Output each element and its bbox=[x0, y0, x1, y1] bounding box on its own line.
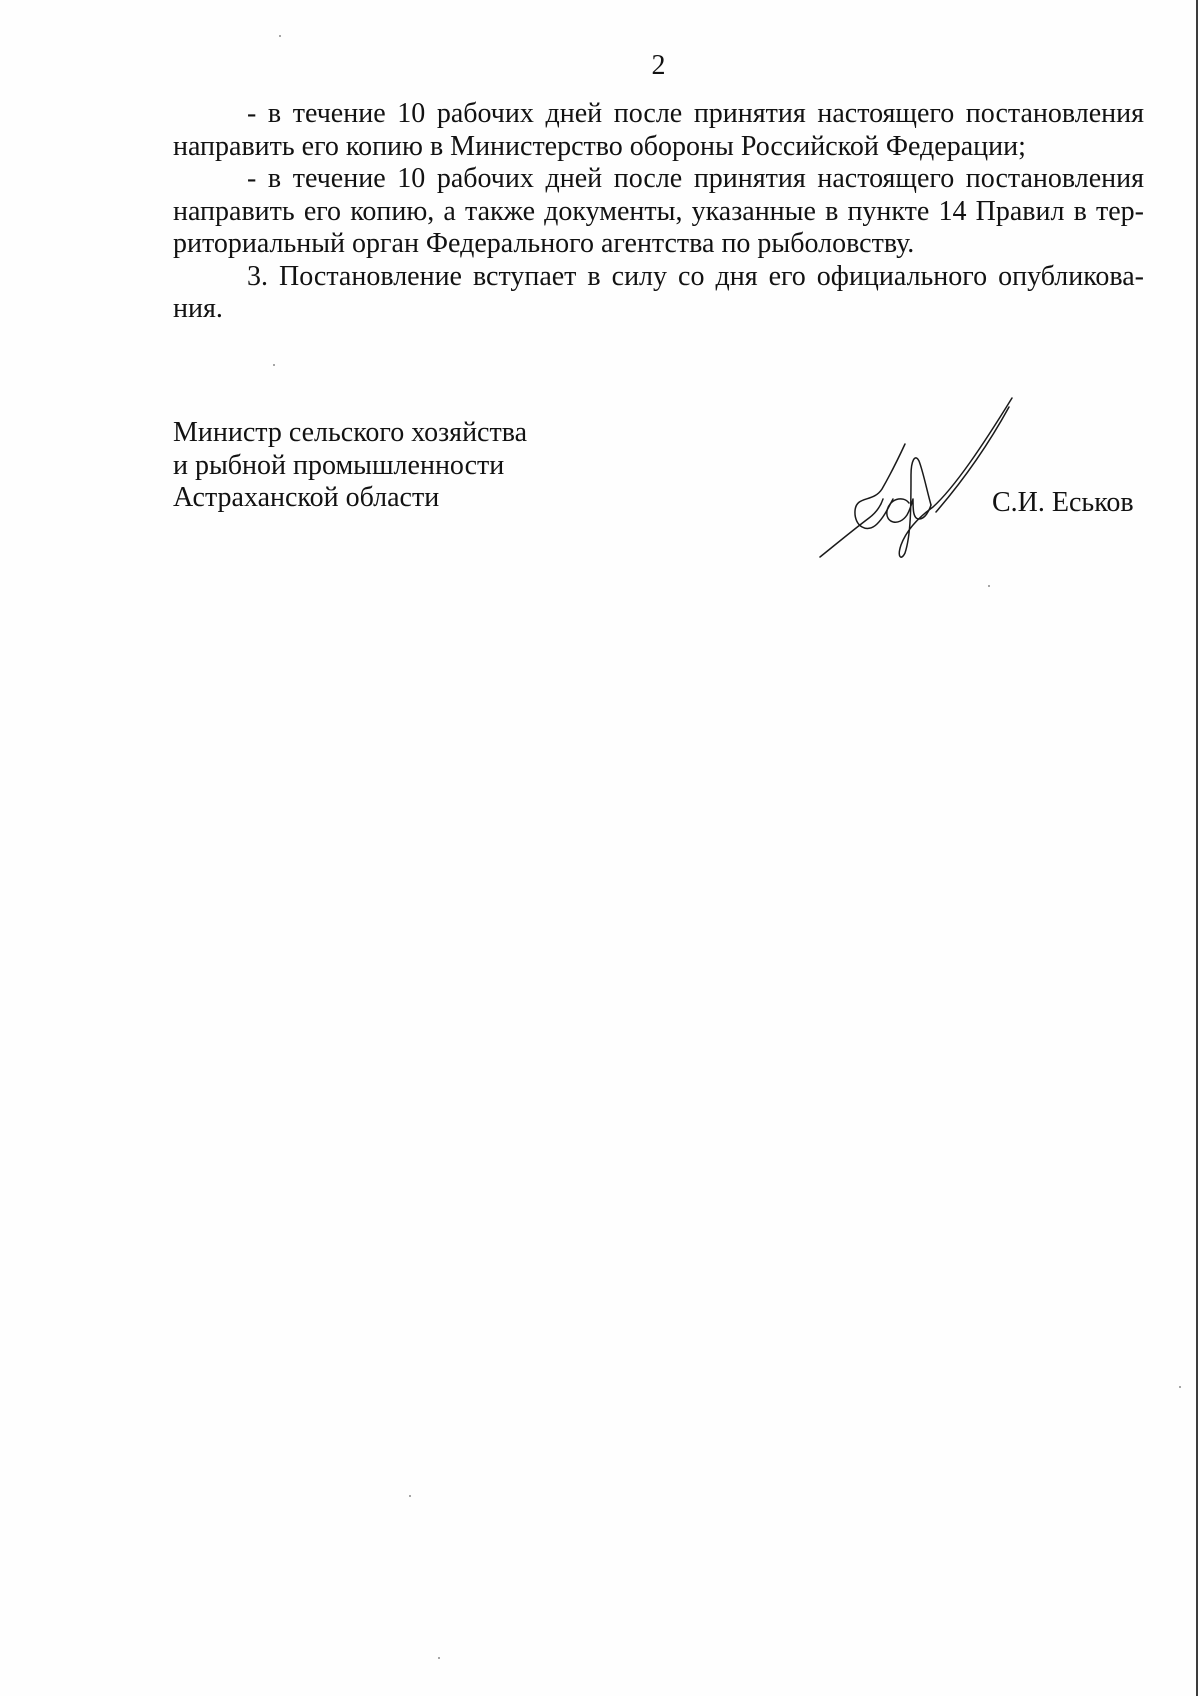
paragraph-copy-to-fishery-agency bbox=[173, 163, 1144, 261]
signatory-name: С.И. Еськов bbox=[992, 487, 1134, 518]
handwritten-signature bbox=[815, 395, 1020, 565]
paragraph-effective-date bbox=[173, 261, 1144, 326]
paragraph-line: - в течение 10 рабочих дней после принятия настоящего постановления bbox=[247, 98, 1144, 129]
signature-letter-stroke bbox=[887, 499, 931, 522]
signature-loop-stroke bbox=[855, 444, 905, 528]
signatory-position-line: и рыбной промышленности bbox=[173, 449, 505, 481]
scan-speck bbox=[409, 1495, 411, 1497]
scan-speck bbox=[1179, 1386, 1181, 1388]
paragraph-copy-to-defense-ministry bbox=[173, 98, 1144, 163]
paragraph-line: 3. Постановление вступает в силу со дня его официального опубликова- bbox=[247, 260, 1144, 292]
scan-speck bbox=[279, 35, 281, 37]
signatory-position bbox=[173, 417, 693, 515]
paragraph-line: ния. bbox=[173, 293, 223, 324]
scan-speck bbox=[988, 585, 990, 587]
document-body bbox=[173, 98, 1144, 326]
paragraph-line: направить его копию в Министерство обороны Российской Федерации; bbox=[173, 130, 1026, 162]
paragraph-line: направить его копию, а также документы, указанные в пункте 14 Правил в тер- bbox=[173, 195, 1144, 227]
scan-speck bbox=[273, 364, 275, 366]
paragraph-line: риториальный орган Федерального агентства по рыболовству. bbox=[173, 228, 915, 259]
signatory-position-line: Астраханской области bbox=[173, 482, 440, 513]
signature-tall-stroke bbox=[899, 398, 1012, 557]
paragraph-line: - в течение 10 рабочих дней после принятия настоящего постановления bbox=[247, 163, 1144, 194]
signature-lead-stroke bbox=[820, 499, 883, 557]
scan-speck bbox=[438, 1657, 440, 1659]
scan-edge-line bbox=[1196, 0, 1198, 1696]
signatory-position-line: Министр сельского хозяйства bbox=[173, 417, 527, 448]
page-number: 2 bbox=[651, 50, 666, 81]
